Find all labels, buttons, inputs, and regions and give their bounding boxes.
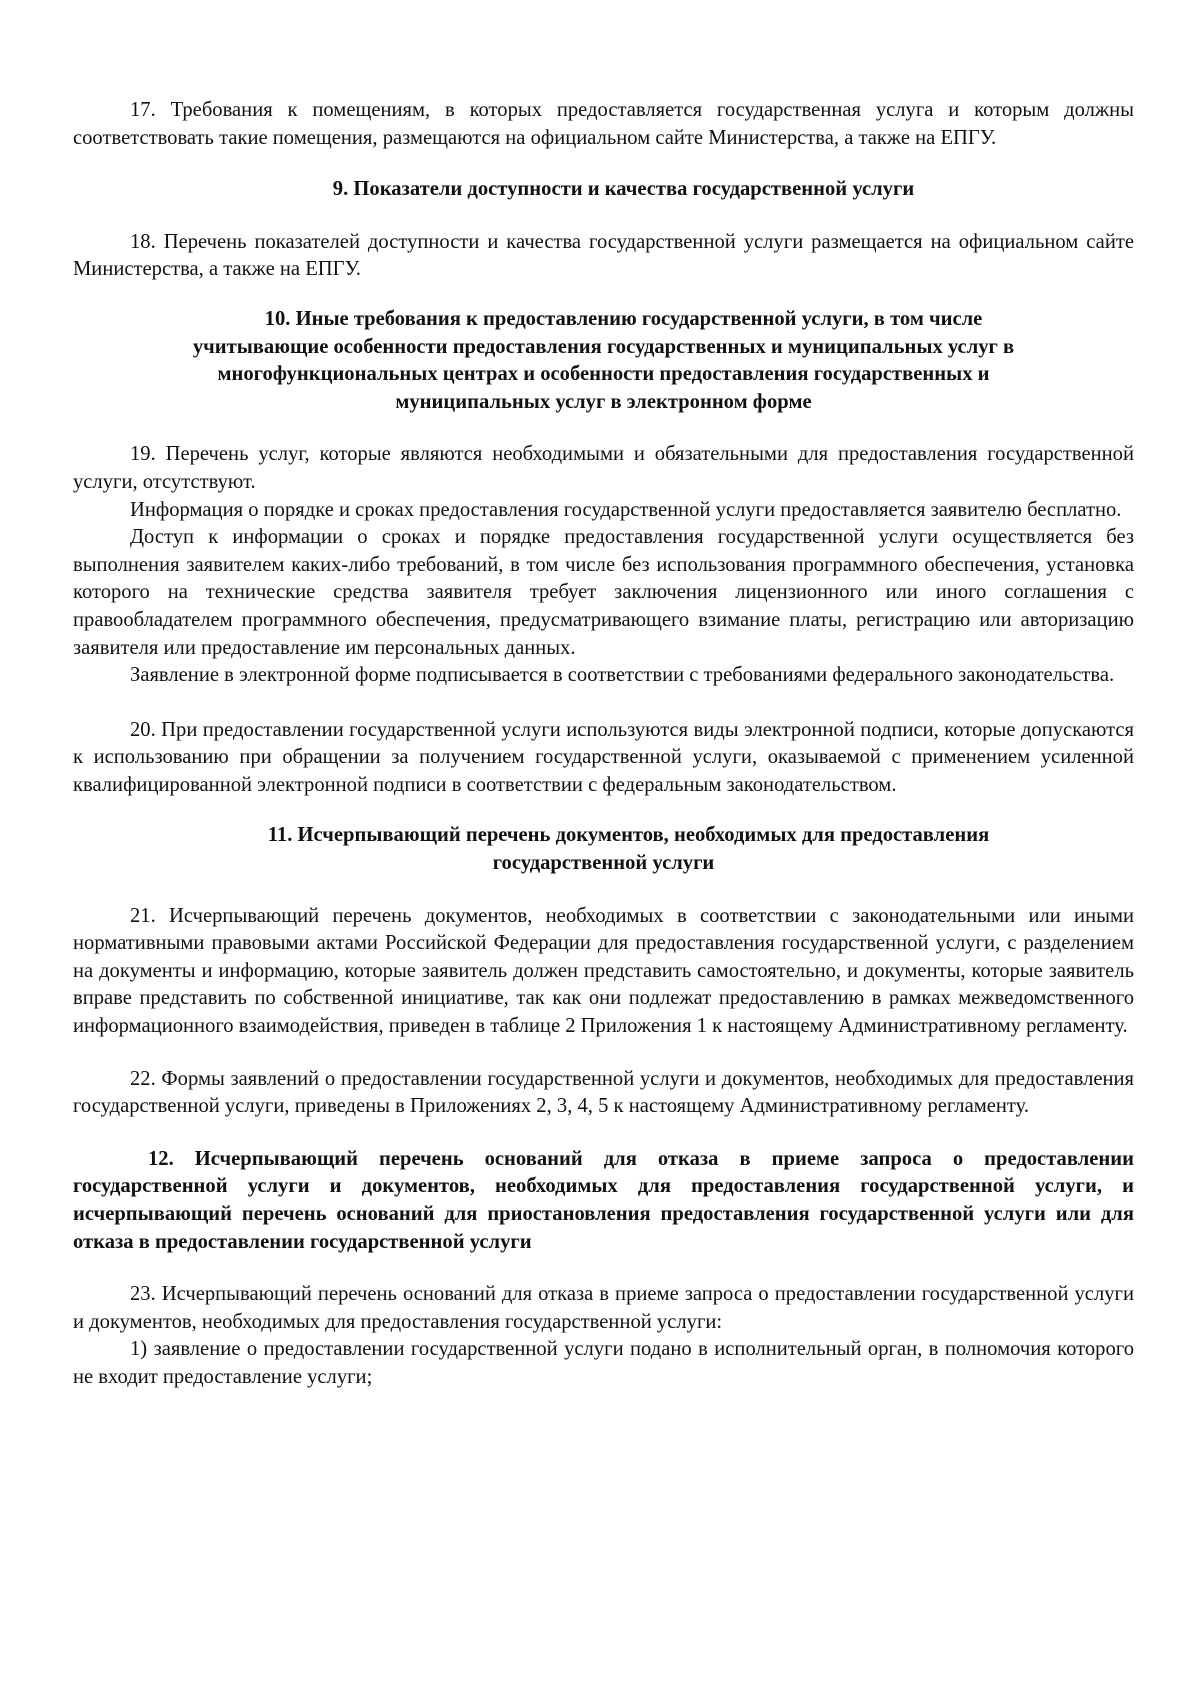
paragraph-19: 19. Перечень услуг, которые являются необходимыми и обязательными для предоставления государственной услуги, отсутствуют. [73, 443, 1134, 493]
paragraph-19-signature: Заявление в электронной форме подписывается в соответствии с требованиями федерального законодательства. [130, 664, 1115, 687]
paragraph-17: 17. Требования к помещениям, в которых предоставляется государственная услуга и которым должны соответствовать такие помещения, размещаются на официальном сайте Министерства, а также на ЕПГУ. [73, 99, 1134, 149]
paragraph-22: 22. Формы заявлений о предоставлении государственной услуги и документов, необходимых для предоставления государственной услуги, приведены в Приложениях 2, 3, 4, 5 к настоящему Административному регламенту. [73, 1067, 1134, 1118]
section-10-heading-line-3: многофункциональных центрах и особенности предоставления государственных и [217, 363, 990, 386]
section-12-heading: 12. Исчерпывающий перечень оснований для отказа в приеме запроса о предоставлении государственной услуги и документов, необходимых для предоставления государственной услуги, и исчерпывающий перечень оснований для приостановления предоставления государственной услуги или для отказа в предоставлении государственной услуги [73, 1147, 1134, 1253]
paragraph-18: 18. Перечень показателей доступности и качества государственной услуги размещается на официальном сайте Министерства, а также на ЕПГУ. [73, 230, 1134, 281]
section-11-heading-line-2: государственной услуги [492, 852, 715, 875]
paragraph-19-access: Доступ к информации о сроках и порядке предоставления государственной услуги осуществляется без выполнения заявителем каких-либо требований, в том числе без использования программного обеспечения, установка которого на технические средства заявителя требует заключения лицензионного или иного соглашения с правообладателем программного обеспечения, предусматривающего взимание платы, регистрацию или авторизацию заявителя или предоставление им персональных данных. [73, 526, 1134, 659]
section-10-heading [73, 306, 1134, 416]
paragraph-21: 21. Исчерпывающий перечень документов, необходимых в соответствии с законодательными или иными нормативными правовыми актами Российской Федерации для предоставления государственной услуги, с разделением на документы и информацию, которые заявитель должен представить самостоятельно, и документы, которые заявитель вправе представить по собственной инициативе, так как они подлежат предоставлению в рамках межведомственного информационного взаимодействия, приведен в таблице 2 Приложения 1 к настоящему Административному регламенту. [73, 904, 1134, 1038]
paragraph-20: 20. При предоставлении государственной услуги используются виды электронной подписи, которые допускаются к использованию при обращении за получением государственной услуги, оказываемой с применением усиленной квалифицированной электронной подписи в соответствии с федеральным законодательством. [73, 718, 1134, 796]
section-10-heading-line-1: 10. Иные требования к предоставлению государственной услуги, в том числе [264, 307, 983, 330]
paragraph-19-information: Информация о порядке и сроках предоставления государственной услуги предоставляется заявителю бесплатно. [130, 498, 1122, 521]
section-11-heading-line-1: 11. Исчерпывающий перечень документов, необходимых для предоставления [267, 824, 990, 847]
section-10-heading-line-4: муниципальных услуг в электронном форме [395, 390, 812, 413]
paragraph-23-item-1: 1) заявление о предоставлении государственной услуги подано в исполнительный орган, в полномочия которого не входит предоставление услуги; [73, 1338, 1134, 1388]
section-11-heading [73, 822, 1134, 877]
section-10-heading-line-2: учитывающие особенности предоставления государственных и муниципальных услуг в [192, 335, 1015, 358]
section-9-heading: 9. Показатели доступности и качества государственной услуги [332, 178, 915, 201]
paragraph-23: 23. Исчерпывающий перечень оснований для отказа в приеме запроса о предоставлении государственной услуги и документов, необходимых для предоставления государственной услуги: [73, 1283, 1134, 1333]
